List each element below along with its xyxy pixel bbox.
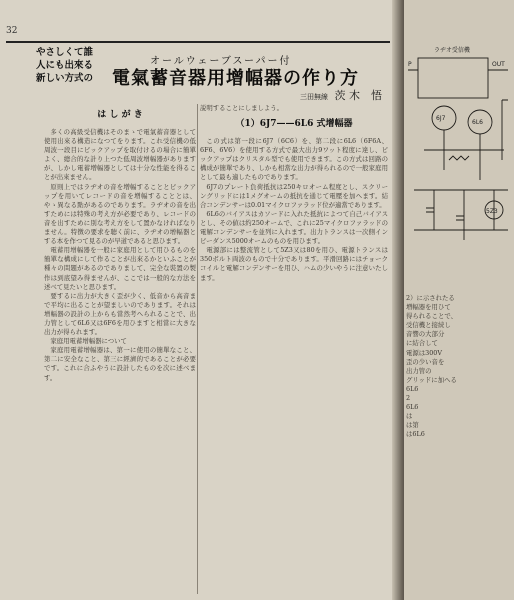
text-fragment: 電源は300V [406, 348, 442, 357]
section-heading: （1）6J7——6L6 式增幅器 [235, 119, 353, 130]
text-fragment: 歪の少い音を [406, 357, 445, 366]
paragraph: この式は第一段に6J7（6C6）を、第二段に6L6（6F6A、6F6、6V6）を使用する方式で最大出力9ワット程度に達し、ピックアップはクリスタル型でも使用できます。この方式は回路の構成が簡單であり、しかも相當な出力が得られるので一般家庭用として最も適したものであります。 [200, 137, 388, 182]
text-fragment: に結合して [406, 339, 438, 348]
text-fragment: 増幅器を用ひて [406, 303, 451, 312]
text-fragment: 6L6 [406, 384, 419, 393]
page-number: 32 [6, 26, 18, 36]
text-fragment: 得られることで、 [406, 312, 457, 321]
paragraph: 電源部には整流管として5Z3又は80を用ひ、電源トランスは350ボルト両波のもので十分であります。平滑回路にはチョークコイルと電解コンデンサーを用ひ、ハムの少いやうに注意いたします。 [200, 246, 388, 282]
article-title: 電氣蓄音器用增幅器の作り方 [112, 68, 359, 89]
text-fragment: は6L6 [406, 430, 425, 439]
tagline-line: 人にも出來る [36, 60, 94, 71]
tagline-line: やさしくて誰 [36, 47, 94, 58]
paragraph: 説明することにしましよう。 [200, 104, 284, 112]
header-rule [6, 41, 390, 43]
text-fragment: は第 [406, 421, 419, 430]
author-affiliation: 三田無線 [300, 93, 328, 101]
text-fragment: 6L6 [406, 403, 419, 412]
text-fragment: 受信機と接続し [406, 321, 451, 330]
paragraph: 電蓄用增幅器を一般に家庭用として用ひるものを簡單な構成にして作ることが出來るかといふことが種々の問題があるのでありまして、完全な裝置の製作は到底望み得ませんが、ここでは一般的な方法を述べて見たいと思ひます。 [44, 246, 196, 291]
text-fragment: は [406, 412, 413, 421]
right-column [200, 104, 388, 598]
text-fragment: グリッドに加へる [406, 375, 457, 384]
paragraph: 6J7のプレート負荷抵抗は250キロオーム程度とし、スクリーングリッドには1メグオームの抵抗を通じて電壓を加へます。結合コンデンサーは0.01マイクロファラッド位が適當であります。 [200, 182, 388, 209]
article-kicker: オールウェーブスーパー付 [150, 56, 292, 67]
right-page [404, 0, 514, 600]
column-divider [197, 104, 198, 594]
schematic-label: P [408, 61, 412, 68]
text-fragment: 音響の大部分 [406, 330, 445, 339]
subheading: 家庭用電蓄增幅器について [50, 337, 127, 346]
schematic-label: 6J7 [436, 115, 446, 122]
paragraph: 家庭用電蓄增幅器は、第一に使用の簡單なこと、第二に安全なこと、第三に經濟的であることが必要です。これに合ふやうに設計したものを次に述べます。 [44, 346, 196, 382]
paragraph: 6L6のバイアスはカソードに入れた抵抗によつて自己バイアスとし、その値は約250オームで、これに25マイクロファラッドの電解コンデンサーを並列に入れます。出力トランスは一次側インピーダンス5000オームのものを用ひます。 [200, 209, 388, 246]
author-byline [300, 87, 382, 103]
author-name: 茨 木 悟 [334, 89, 382, 102]
tagline-line: 新しい方式の [36, 73, 94, 84]
text-fragment: 2 [406, 394, 411, 403]
schematic-label: 6L6 [472, 119, 483, 126]
paragraph: 多くの高級受信機はそのまゝで電氣蓄音器として使用出來る構造になつてをります。これ受信機の低周波一段目にピックアップを取付けるの場合に簡單よく、總合的な計り上つた低周波增幅器がありますが、しかし電蓄増幅器としては十分な性能を得ることが出來ません。 [44, 128, 196, 182]
schematic-label: OUT [492, 61, 505, 68]
paragraph: 原則上ではラヂオの音を増幅することとピックアップを用いてレコードの音を増幅することとは、やゝ異なる點があるのであります。ラヂオの音を出すためには特殊の考え方が必要であり、レコードの音を出すために別な考え方をして置かなければなりません。特徴の要求を聴く前に、ラヂオの增幅器とする本を作つて見るのが早道であると思ひます。 [44, 182, 196, 246]
schematic-label: 5Z3 [486, 208, 498, 215]
left-column [44, 104, 196, 598]
text-fragment: 2）に示されたる [406, 294, 455, 302]
right-page-text [404, 294, 514, 440]
tagline [36, 46, 108, 85]
paragraph: 要するに出力が大きく歪が少く、低音から高音まで平均に出ることが望ましいのであります。それは增幅器の設計の上からも當然考へられることで、出力管として6L6又は6F6を用ひますと相當に大きな出力が得られます。 [44, 291, 196, 337]
circuit-schematic [404, 40, 514, 260]
schematic-label: ラヂオ受信機 [434, 47, 470, 54]
text-fragment: 出力管の [406, 366, 432, 375]
section-heading: は し が き [97, 110, 143, 120]
